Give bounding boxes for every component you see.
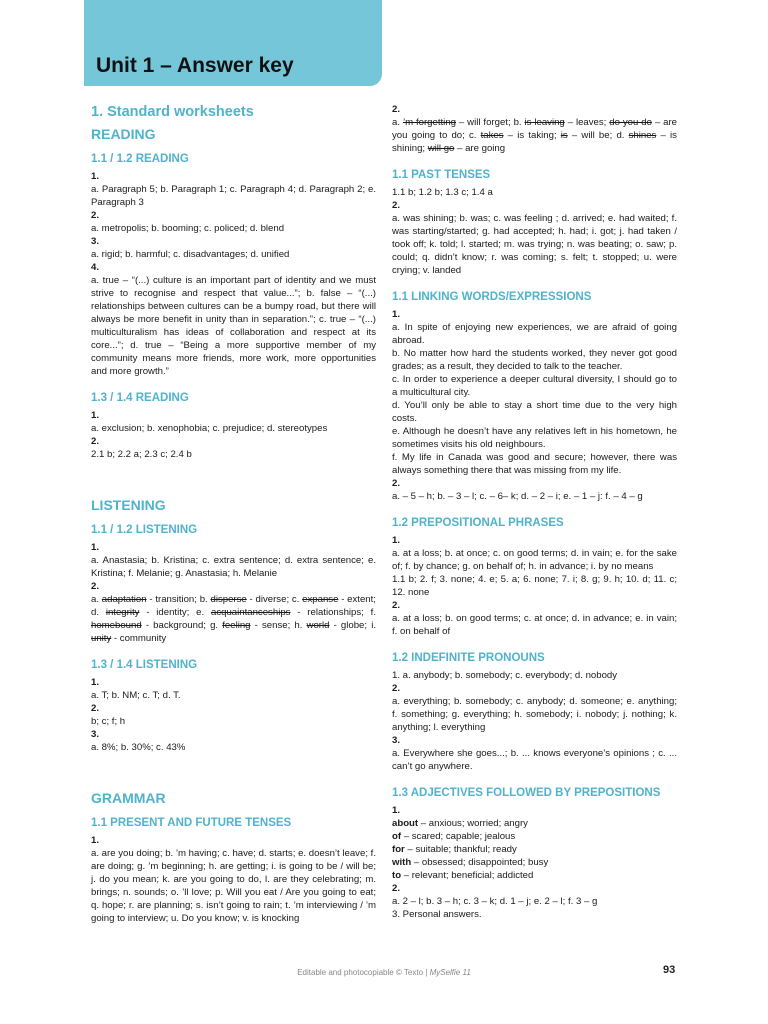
struck-word: integrity (105, 607, 140, 618)
reading-1-heading: 1.1 / 1.2 READING (91, 153, 189, 165)
struck-word: homebound (91, 620, 142, 631)
item-number: 1. (91, 677, 100, 688)
item-number: 1. (91, 835, 100, 846)
struck-word: will go (427, 143, 455, 154)
preposition: of (392, 831, 402, 842)
item-number: 1. (392, 805, 401, 816)
item-number: 1. (91, 410, 100, 421)
reading-heading: READING (91, 126, 156, 142)
page-title: Unit 1 – Answer key (96, 54, 294, 77)
adjective-row: to – relevant; beneficial; addicted (392, 870, 534, 881)
preposition: about (392, 818, 419, 829)
answer-text: a. 2 – l; b. 3 – h; c. 3 – k; d. 1 – j; e. 2 – l; f. 3 – g (392, 896, 598, 907)
answer-text: a. everything; b. somebody; c. anybody; d. someone; e. anything; f. something; g. everything; h. somebody; i. nobody; j. nothing; k. anything; l. everything (392, 696, 677, 733)
item-number: 2. (392, 478, 401, 489)
indefinite-heading: 1.2 INDEFINITE PRONOUNS (392, 652, 545, 664)
answer-text: b; c; f; h (91, 716, 126, 727)
struck-word: disperse (210, 594, 247, 605)
answer-text: a. are you doing; b. ’m having; c. have; d. starts; e. doesn’t leave; f. are doing; g. ’m beginning; h. are getting; i. is going to be / will be; j. do you mean; k. are you going to do, l. are they celebrating; m. brings; n. sounds; o. ’ll love; p. Will you eat / Are you going to eat; q. hope; r. are planning; s. isn’t going to rain; t. ’m interviewing / ’m going to interview; u. Do you know; v. is knocking (91, 848, 376, 924)
preposition: for (392, 844, 405, 855)
answer-text: d. You’ll only be able to stay a short time due to the very high costs. (392, 400, 677, 424)
answer-text: a. exclusion; b. xenophobia; c. prejudice; d. stereotypes (91, 423, 328, 434)
answer-text: a. Everywhere she goes...; b. ... knows everyone’s opinions ; c. ... can’t go anywhere. (392, 748, 677, 772)
item-number: 1. (91, 542, 100, 553)
item-number: 3. (392, 735, 401, 746)
listening-1-heading: 1.1 / 1.2 LISTENING (91, 524, 198, 536)
item-number: 1. (392, 309, 401, 320)
strike-answer-list: a. adaptation - transition; b. disperse - diverse; c. expanse - extent; d. integrity - identity; e. acquaintanceships - relationships; f. homebound - background; g. feeling - sense; h. world - globe; i. unity - community (91, 594, 376, 644)
answer-text: f. My life in Canada was good and secure; however, there was always something there that was missing from my life. (392, 452, 677, 476)
struck-word: world (306, 620, 330, 631)
item-number: 2. (91, 210, 100, 221)
footer-book-title: MySelfie 11 (429, 968, 471, 977)
left-column (91, 106, 376, 925)
struck-word: acquaintanceships (210, 607, 291, 618)
prepositional-heading: 1.2 PREPOSITIONAL PHRASES (392, 517, 564, 529)
answer-text: a. at a loss; b. on good terms; c. at once; d. in advance; e. in vain; f. on behalf of (392, 613, 677, 637)
struck-word: takes (480, 130, 504, 141)
item-number: 2. (91, 703, 100, 714)
adjective-row: with – obsessed; disappointed; busy (392, 857, 549, 868)
item-number: 2. (91, 436, 100, 447)
struck-word: feeling (222, 620, 251, 631)
answer-text: a. 8%; b. 30%; c. 43% (91, 742, 186, 753)
struck-word: shines (628, 130, 657, 141)
answer-text: a. In spite of enjoying new experiences, we are afraid of going abroad. (392, 322, 677, 346)
past-tenses-heading: 1.1 PAST TENSES (392, 169, 491, 181)
answer-text: a. – 5 – h; b. – 3 – l; c. – 6– k; d. – 2 – i; e. – 1 – j: f. – 4 – g (392, 491, 643, 502)
reading-2-heading: 1.3 / 1.4 READING (91, 392, 189, 404)
answer-text: a. true – “(...) culture is an important part of identity and we must strive to recognise and respect that value...”; b. false – “(...) relationships between cultures can be a bumpy road, but there will always be more benefit in unity than in separation.”; c. true – “(...) multiculturalism has ideas of collaboration and respect at its core...”; d. true – “Being a more supportive member of my community means more friends, more work, more opportunities and more growth.” (91, 275, 376, 377)
adjective-row: about – anxious; worried; angry (392, 818, 528, 829)
section-title: 1. Standard worksheets (91, 104, 254, 120)
footer-copyright: Editable and photocopiable © Texto | (297, 968, 430, 977)
item-number: 2. (392, 200, 401, 211)
answer-text: a. metropolis; b. booming; c. policed; d. blend (91, 223, 285, 234)
answer-text: a. Paragraph 5; b. Paragraph 1; c. Paragraph 4; d. Paragraph 2; e. Paragraph 3 (91, 184, 376, 208)
struck-word: is leaving (524, 117, 565, 128)
item-number: 4. (91, 262, 100, 273)
item-number: 2. (392, 683, 401, 694)
struck-word: expanse (302, 594, 339, 605)
preposition: to (392, 870, 402, 881)
strike-answer-list: a. ’m forgetting – will forget; b. is leaving – leaves; do you do – are you going to do; c. takes – is taking; is – will be; d. shines – is shining; will go – are going (392, 117, 678, 154)
answer-text: a. at a loss; b. at once; c. on good terms; d. in vain; e. for the sake of; f. by chance; g. on behalf of; h. in advance; i. by no means (392, 548, 677, 572)
item-number: 1. (91, 171, 100, 182)
answer-text: 2.1 b; 2.2 a; 2.3 c; 2.4 b (91, 449, 192, 460)
listening-heading: LISTENING (91, 497, 166, 513)
listening-2-heading: 1.3 / 1.4 LISTENING (91, 659, 198, 671)
item-number: 3. (91, 729, 100, 740)
answer-text: 1.1 b; 2. f; 3. none; 4. e; 5. a; 6. none; 7. i; 8. g; 9. h; 10. d; 11. c; 12. none (392, 574, 677, 598)
header-band (84, 0, 382, 86)
answer-text: c. In order to experience a deeper cultural diversity, I should go to a multicultural city. (392, 374, 677, 398)
page-number: 93 (663, 964, 676, 976)
answer-text: 3. Personal answers. (392, 909, 482, 920)
answer-text: a. T; b. NM; c. T; d. T. (91, 690, 181, 701)
grammar-heading: GRAMMAR (91, 790, 166, 806)
adjective-row: of – scared; capable; jealous (392, 831, 516, 842)
struck-word: unity (91, 633, 112, 644)
answer-text: a. Anastasia; b. Kristina; c. extra sentence; d. extra sentence; e. Kristina; f. Melanie; g. Anastasia; h. Melanie (91, 555, 376, 579)
adjective-row: for – suitable; thankful; ready (392, 844, 517, 855)
item-number: 2. (392, 883, 401, 894)
linking-heading: 1.1 LINKING WORDS/EXPRESSIONS (392, 291, 592, 303)
struck-word: do you do (609, 117, 652, 128)
item-number: 3. (91, 236, 100, 247)
preposition: with (392, 857, 412, 868)
item-number: 2. (91, 581, 100, 592)
answer-text: b. No matter how hard the students worked, they never got good grades; as a result, they decided to talk to the teacher. (392, 348, 677, 372)
answer-text: e. Although he doesn’t have any relatives left in his hometown, he sometimes visits his old neighbours. (392, 426, 677, 450)
answer-text: a. rigid; b. harmful; c. disadvantages; d. unified (91, 249, 290, 260)
answer-text: 1.1 b; 1.2 b; 1.3 c; 1.4 a (392, 187, 493, 198)
item-number: 1. (392, 535, 401, 546)
right-column (392, 103, 677, 921)
adjective-list (392, 817, 677, 882)
answer-text: 1. a. anybody; b. somebody; c. everybody; d. nobody (392, 670, 618, 681)
item-number: 2. (392, 600, 401, 611)
struck-word: ’m forgetting (402, 117, 456, 128)
answer-text: a. was shining; b. was; c. was feeling ; d. arrived; e. had waited; f. was starting/started; g. had accepted; h. had; i. got; j. had taken / took off; k. told; l. started; m. was trying; n. was beating; o. saw; p. could; q. didn’t know; r. was coming; s. felt; t. stopped; u. were crying; v. landed (392, 213, 677, 276)
grammar-1-heading: 1.1 PRESENT AND FUTURE TENSES (91, 817, 292, 829)
footer-credit (0, 968, 768, 977)
struck-word: is (560, 130, 568, 141)
struck-word: adaptation (101, 594, 147, 605)
adjectives-heading: 1.3 ADJECTIVES FOLLOWED BY PREPOSITIONS (392, 787, 661, 799)
item-number: 2. (392, 104, 401, 115)
